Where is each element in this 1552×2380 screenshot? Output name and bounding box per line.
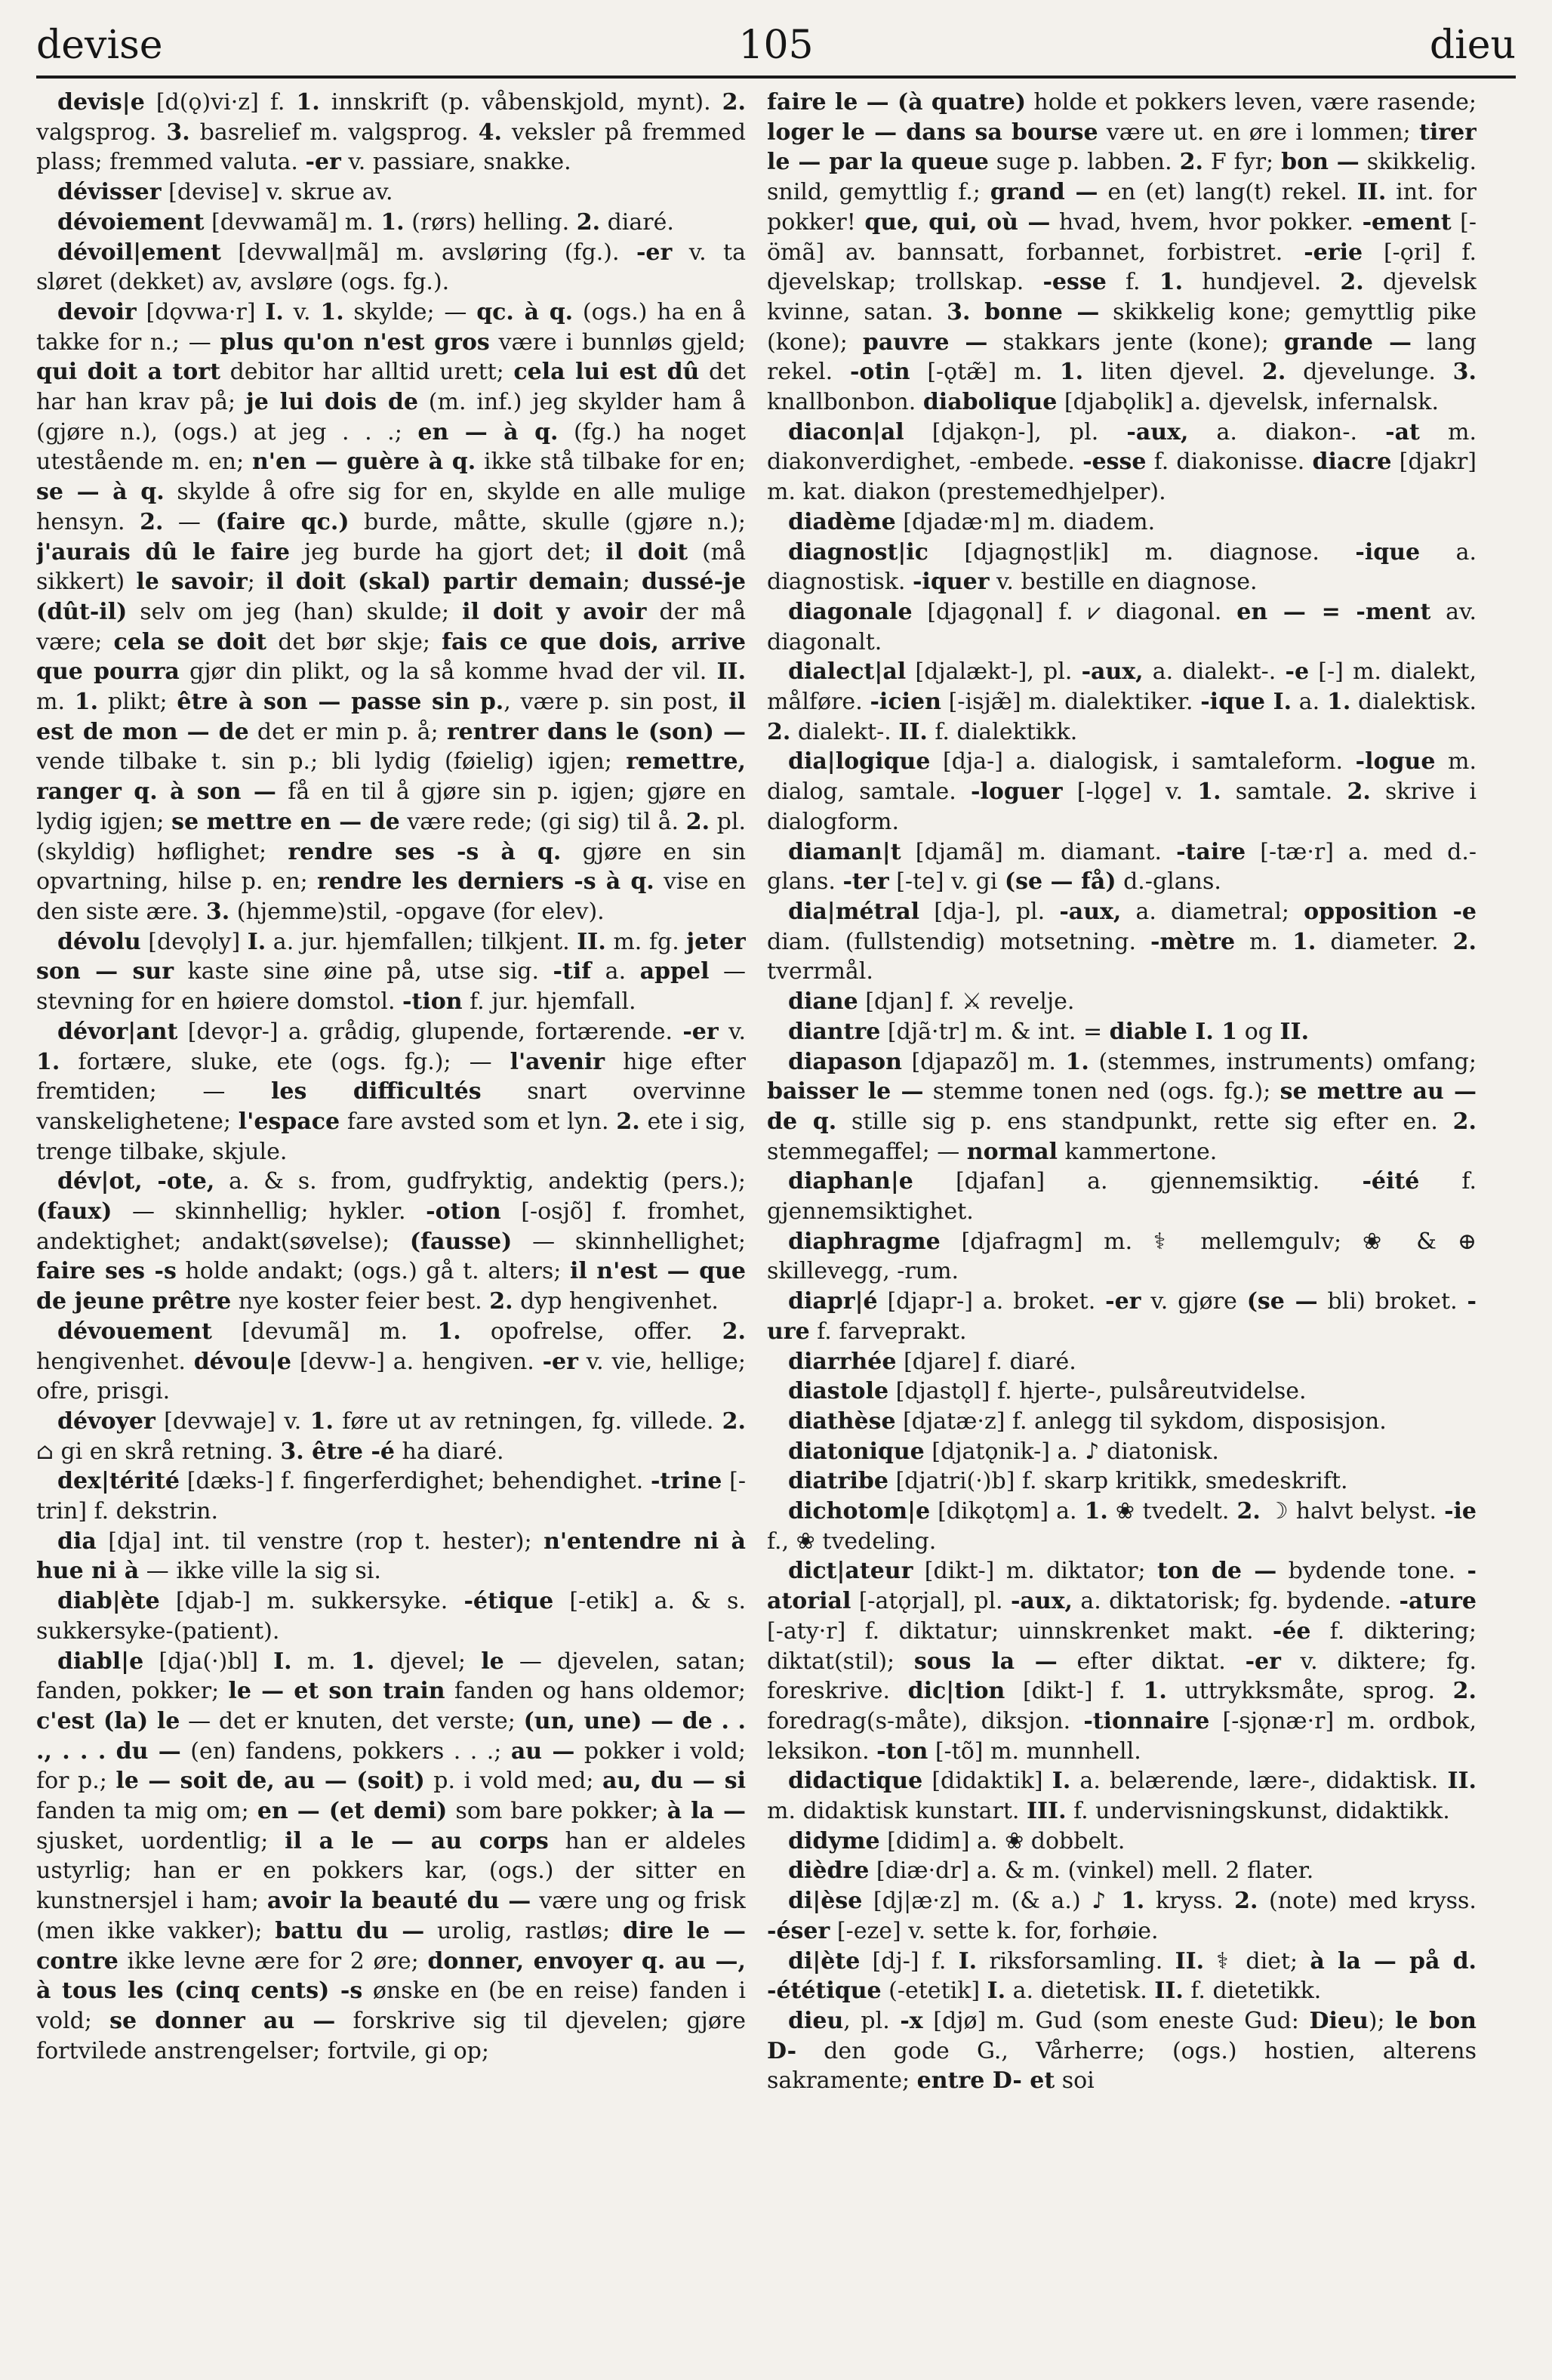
- dictionary-entry: diarrhée [djare] f. diaré.: [788, 1348, 1076, 1375]
- dictionary-entry: dieu, pl. -x [djø] m. Gud (som eneste Gud: Dieu); le bon D- den gode G., Vårherre; (ogs.) hostien, alterens sakramente; entre D- et soi: [767, 2008, 1477, 2095]
- dictionary-entry: diapr|é [djapr-] a. broket. -er v. gjøre (se — bli) broket. -ure f. farveprakt.: [767, 1288, 1477, 1345]
- dictionary-entry: diatribe [djatri(·)b] f. skarp kritikk, smedeskrift.: [788, 1468, 1348, 1495]
- dictionary-entry: faire le — (à quatre) holde et pokkers leven, være rasende; loger le — dans sa bourse være ut. en øre i lommen; tirer le — par la queue suge p. labben. 2. F fyr; bon — skikkelig. snild, gemyttlig f.; grand — en (et) lang(t) rekel. II. int. for pokker! que, qui, où — hvad, hvem, hvor pokker. -ement [-ömã] av. bannsatt, forbannet, forbistret. -erie [-ǫri] f. djevelskap; trollskap. -esse f. 1. hundjevel. 2. djevelsk kvinne, satan. 3. bonne — skikkelig kone; gemyttlig pike (kone); pauvre — stakkars jente (kone); grande — lang rekel. -otin [-ǫtæ̃] m. 1. liten djevel. 2. djevelunge. 3. knallbonbon. diabolique [djabǫlik] a. djevelsk, infernalsk.: [767, 89, 1477, 416]
- dictionary-entry: diaman|t [djamã] m. diamant. -taire [-tæ·r] a. med d.-glans. -ter [-te] v. gi (se — få) d.-glans.: [767, 838, 1477, 896]
- dictionary-entry: diab|ète [djab-] m. sukkersyke. -étique [-etik] a. & s. sukkersyke-(patient).: [36, 1588, 746, 1645]
- dictionary-entry: diapason [djapazõ] m. 1. (stemmes, instruments) omfang; baisser le — stemme tonen ned (ogs. fg.); se mettre au — de q. stille sig p. ens standpunkt, rette sig efter en. 2. stemmegaffel; — normal kammertone.: [767, 1048, 1477, 1165]
- page-header: [36, 11, 1516, 68]
- dictionary-entry: dévoil|ement [devwal|mã] m. avsløring (fg.). -er v. ta sløret (dekket) av, avsløre (ogs. fg.).: [36, 239, 746, 296]
- dictionary-entry: dévor|ant [devǫr-] a. grådig, glupende, fortærende. -er v. 1. fortære, sluke, ete (ogs. fg.); — l'avenir hige efter fremtiden; — les difficultés snart overvinne vanskelighetene; l'espace fare avsted som et lyn. 2. ete i sig, trenge tilbake, skjule.: [36, 1018, 746, 1165]
- dictionary-entry: didactique [didaktik] I. a. belærende, lære-, didaktisk. II. m. didaktisk kunstart. III. f. undervisningskunst, didaktikk.: [767, 1768, 1477, 1825]
- left-guide-word: devise: [36, 23, 163, 68]
- dictionary-entry: dichotom|e [dikǫtǫm] a. 1. ❀ tvedelt. 2. ☽ halvt belyst. -ie f., ❀ tvedeling.: [767, 1498, 1477, 1555]
- dictionary-entry: didyme [didim] a. ❀ dobbelt.: [788, 1827, 1126, 1854]
- dictionary-entry: diacon|al [djakǫn-], pl. -aux, a. diakon-. -at m. diakonverdighet, -embede. -esse f. diakonisse. diacre [djakr] m. kat. diakon (prestemedhjelper).: [767, 418, 1477, 506]
- dictionary-entry: di|ète [dj-] f. I. riksforsamling. II. ⚕ diet; à la — på d. -ététique (-etetik] I. a. dietetisk. II. f. dietetikk.: [767, 1947, 1477, 2005]
- dictionary-entry: diatonique [djatǫnik-] a. ♪ diatonisk.: [788, 1438, 1219, 1465]
- dictionary-entry: diagnost|ic [djagnǫst|ik] m. diagnose. -ique a. diagnostisk. -iquer v. bestille en diagnose.: [767, 538, 1477, 596]
- dictionary-entry: dex|térité [dæks-] f. fingerferdighet; behendighet. -trine [-trin] f. dekstrin.: [36, 1468, 746, 1525]
- dictionary-entry: dévoiement [devwamã] m. 1. (rørs) helling. 2. diaré.: [57, 208, 674, 236]
- dictionary-entry: diaphan|e [djafan] a. gjennemsiktig. -éité f. gjennemsiktighet.: [767, 1168, 1477, 1225]
- dictionary-entry: dict|ateur [dikt-] m. diktator; ton de — bydende tone. -atorial [-atǫrjal], pl. -aux, a. diktatorisk; fg. bydende. -ature [-aty·r] f. diktatur; uinnskrenket makt. -ée f. diktering; diktat(stil); sous la — efter diktat. -er v. diktere; fg. foreskrive. dic|tion [dikt-] f. 1. uttrykksmåte, sprog. 2. foredrag(s-måte), diksjon. -tionnaire [-sjǫnæ·r] m. ordbok, leksikon. -ton [-tõ] m. munnhell.: [767, 1558, 1477, 1765]
- dictionary-entry: diane [djan] f. ⚔ revelje.: [788, 988, 1075, 1016]
- dictionary-entry: dévisser [devise] v. skrue av.: [57, 179, 393, 206]
- dictionary-entry: dévoyer [devwaje] v. 1. føre ut av retningen, fg. villede. 2. ⌂ gi en skrå retning. 3. être -é ha diaré.: [36, 1407, 746, 1465]
- dictionary-entry: diagonale [djagǫnal] f. ⩗ diagonal. en — = -ment av. diagonalt.: [767, 598, 1477, 655]
- dictionary-entry: dia [dja] int. til venstre (rop t. hester); n'entendre ni à hue ni à — ikke ville la sig si.: [36, 1528, 746, 1585]
- header-rule: [36, 76, 1516, 79]
- dictionary-entry: devoir [dǫvwa·r] I. v. 1. skylde; — qc. à q. (ogs.) ha en å takke for n.; — plus qu'on n'est gros være i bunnløs gjeld; qui doit a tort debitor har alltid urett; cela lui est dû det har han krav på; je lui dois de (m. inf.) jeg skylder ham å (gjøre n.), (ogs.) at jeg . . .; en — à q. (fg.) ha noget utestående m. en; n'en — guère à q. ikke stå tilbake for en; se — à q. skylde å ofre sig for en, skylde en alle mulige hensyn. 2. — (faire qc.) burde, måtte, skulle (gjøre n.); j'aurais dû le faire jeg burde ha gjort det; il doit (må sikkert) le savoir; il doit (skal) partir demain; dussé-je (dût-il) selv om jeg (han) skulde; il doit y avoir der må være; cela se doit det bør skje; fais ce que dois, arrive que pourra gjør din plikt, og la så komme hvad der vil. II. m. 1. plikt; être à son — passe sin p., være p. sin post, il est de mon — de det er min p. å; rentrer dans le (son) — vende tilbake t. sin p.; bli lydig (føielig) igjen; remettre, ranger q. à son — få en til å gjøre sin p. igjen; gjøre en lydig igjen; se mettre en — de være rede; (gi sig) til å. 2. pl. (skyldig) høflighet; rendre ses -s à q. gjøre en sin opvartning, hilse p. en; rendre les derniers -s à q. vise en den siste ære. 3. (hjemme)stil, -opgave (for elev).: [36, 298, 746, 925]
- dictionary-entry: diadème [djadæ·m] m. diadem.: [788, 508, 1156, 535]
- dictionary-entry: diathèse [djatæ·z] f. anlegg til sykdom, disposisjon.: [788, 1407, 1387, 1435]
- right-column: [767, 88, 1477, 2360]
- dictionary-entry: diabl|e [dja(·)bl] I. m. 1. djevel; le — djevelen, satan; fanden, pokker; le — et son train fanden og hans oldemor; c'est (la) le — det er knuten, det verste; (un, une) — de . . ., . . . du — (en) fandens, pokkers . . .; au — pokker i vold; for p.; le — soit de, au — (soit) p. i vold med; au, du — si fanden ta mig om; en — (et demi) som bare pokker; à la — sjusket, uordentlig; il a le — au corps han er aldeles ustyrlig; han er en pokkers kar, (ogs.) der sitter en kunstnersjel i ham; avoir la beauté du — være ung og frisk (men ikke vakker); battu du — urolig, rastløs; dire le — contre ikke levne ære for 2 øre; donner, envoyer q. au —, à tous les (cinq cents) -s ønske en (be en reise) fanden i vold; se donner au — forskrive sig til djevelen; gjøre fortvilede anstrengelser; fortvile, gi op;: [36, 1648, 746, 2064]
- dictionary-entry: dièdre [diæ·dr] a. & m. (vinkel) mell. 2 flater.: [788, 1857, 1314, 1885]
- dictionary-entry: dévouement [devumã] m. 1. opofrelse, offer. 2. hengivenhet. dévou|e [devw-] a. hengiven. -er v. vie, hellige; ofre, prisgi.: [36, 1318, 746, 1405]
- dictionary-entry: diaphragme [djafragm] m. ⚕ mellemgulv; ❀ & ⊕ skillevegg, -rum.: [767, 1228, 1477, 1285]
- right-guide-word: dieu: [1429, 23, 1516, 68]
- dictionary-entry: diastole [djastǫl] f. hjerte-, pulsåreutvidelse.: [788, 1378, 1307, 1405]
- left-column: [36, 88, 746, 2360]
- dictionary-entry: dia|logique [dja-] a. dialogisk, i samtaleform. -logue m. dialog, samtale. -loguer [-lǫge] v. 1. samtale. 2. skrive i dialogform.: [767, 748, 1477, 835]
- dictionary-entry: dia|métral [dja-], pl. -aux, a. diametral; opposition -e diam. (fullstendig) motsetning. -mètre m. 1. diameter. 2. tverrmål.: [767, 898, 1477, 985]
- dictionary-entry: dialect|al [djalækt-], pl. -aux, a. dialekt-. -e [-] m. dialekt, målføre. -icien [-isjæ̃] m. dialektiker. -ique I. a. 1. dialektisk. 2. dialekt-. II. f. dialektikk.: [767, 658, 1477, 745]
- dictionary-entry: dévolu [devǫly] I. a. jur. hjemfallen; tilkjent. II. m. fg. jeter son — sur kaste sine øine på, utse sig. -tif a. appel — stevning for en høiere domstol. -tion f. jur. hjemfall.: [36, 928, 746, 1016]
- dictionary-entry: diantre [djã·tr] m. & int. = diable I. 1 og II.: [788, 1018, 1310, 1045]
- page-number: 105: [738, 23, 814, 68]
- dictionary-entry: devis|e [d(ǫ)vi·z] f. 1. innskrift (p. våbenskjold, mynt). 2. valgsprog. 3. basrelief m. valgsprog. 4. veksler på fremmed plass; fremmed valuta. -er v. passiare, snakke.: [36, 89, 746, 176]
- dictionary-entry: di|èse [dj|æ·z] m. (& a.) ♪ 1. kryss. 2. (note) med kryss. -éser [-eze] v. sette k. for, forhøie.: [767, 1888, 1477, 1944]
- dictionary-entry: dév|ot, -ote, a. & s. from, gudfryktig, andektig (pers.); (faux) — skinnhellig; hykler. -otion [-osjõ] f. fromhet, andektighet; andakt(søvelse); (fausse) — skinnhellighet; faire ses -s holde andakt; (ogs.) gå t. alters; il n'est — que de jeune prêtre nye koster feier best. 2. dyp hengivenhet.: [36, 1168, 746, 1315]
